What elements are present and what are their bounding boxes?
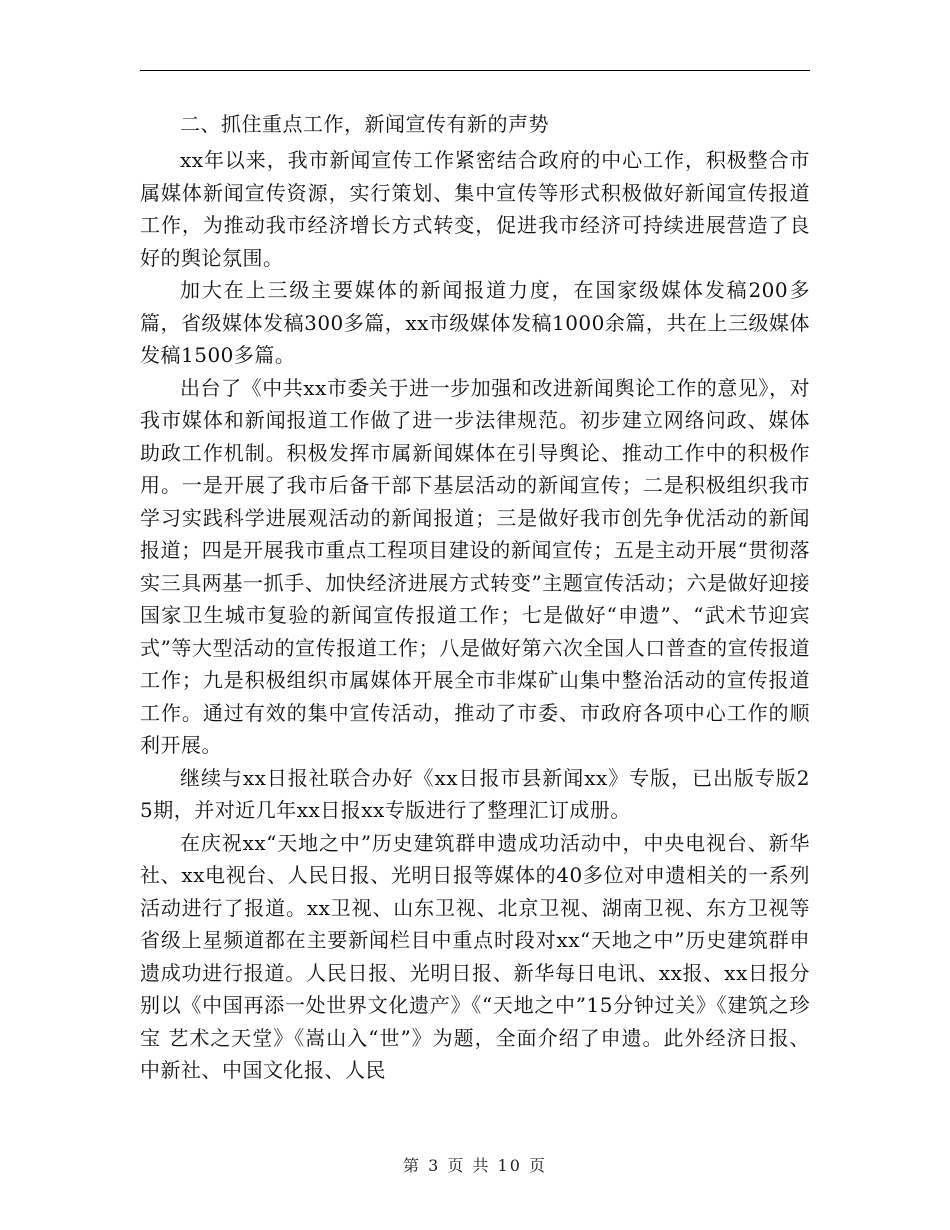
document-body	[140, 104, 810, 1087]
paragraph-4: 继续与xx日报社联合办好《xx日报市县新闻xx》专版，已出版专版25期，并对近几年xx日报xx专版进行了整理汇订成册。	[140, 765, 810, 822]
paragraph-3: 出台了《中共xx市委关于进一步加强和改进新闻舆论工作的意见》，对我市媒体和新闻报道工作做了进一步法律规范。初步建立网络问政、媒体助政工作机制。积极发挥市属新闻媒体在引导舆论、推动工作中的积极作用。一是开展了我市后备干部下基层活动的新闻宣传；二是积极组织我市学习实践科学进展观活动的新闻报道；三是做好我市创先争优活动的新闻报道；四是开展我市重点工程项目建设的新闻宣传；五是主动开展“贯彻落实三具两基一抓手、加快经济进展方式转变”主题宣传活动；六是做好迎接国家卫生城市复验的新闻宣传报道工作；七是做好“申遗”、“武术节迎宾式”等大型活动的宣传报道工作；八是做好第六次全国人口普查的宣传报道工作；九是积极组织市属媒体开展全市非煤矿山集中整治活动的宣传报道工作。通过有效的集中宣传活动，推动了市委、市政府各项中心工作的顺利开展。	[140, 375, 810, 757]
paragraph-1: xx年以来，我市新闻宣传工作紧密结合政府的中心工作，积极整合市属媒体新闻宣传资源，实行策划、集中宣传等形式积极做好新闻宣传报道工作，为推动我市经济增长方式转变，促进我市经济可持续进展营造了良好的舆论氛围。	[140, 148, 810, 270]
page-number-footer: 第 3 页 共 10 页	[403, 1156, 547, 1175]
paragraph-5: 在庆祝xx“天地之中”历史建筑群申遗成功活动中，中央电视台、新华社、xx电视台、人民日报、光明日报等媒体的40多位对申遗相关的一系列活动进行了报道。xx卫视、山东卫视、北京卫视、湖南卫视、东方卫视等省级上星频道都在主要新闻栏目中重点时段对xx“天地之中”历史建筑群申遗成功进行报道。人民日报、光明日报、新华每日电讯、xx报、xx日报分别以《中国再添一处世界文化遗产》《“天地之中”15分钟过关》《建筑之珍宝 艺术之天堂》《嵩山入“世”》为题，全面介绍了申遗。此外经济日报、中新社、中国文化报、人民	[140, 830, 810, 1082]
section-heading: 二、抓住重点工作，新闻宣传有新的声势	[180, 112, 549, 136]
paragraph-2: 加大在上三级主要媒体的新闻报道力度，在国家级媒体发稿200多篇，省级媒体发稿300多篇，xx市级媒体发稿1000余篇，共在上三级媒体发稿1500多篇。	[140, 278, 810, 367]
header-rule	[140, 70, 810, 71]
